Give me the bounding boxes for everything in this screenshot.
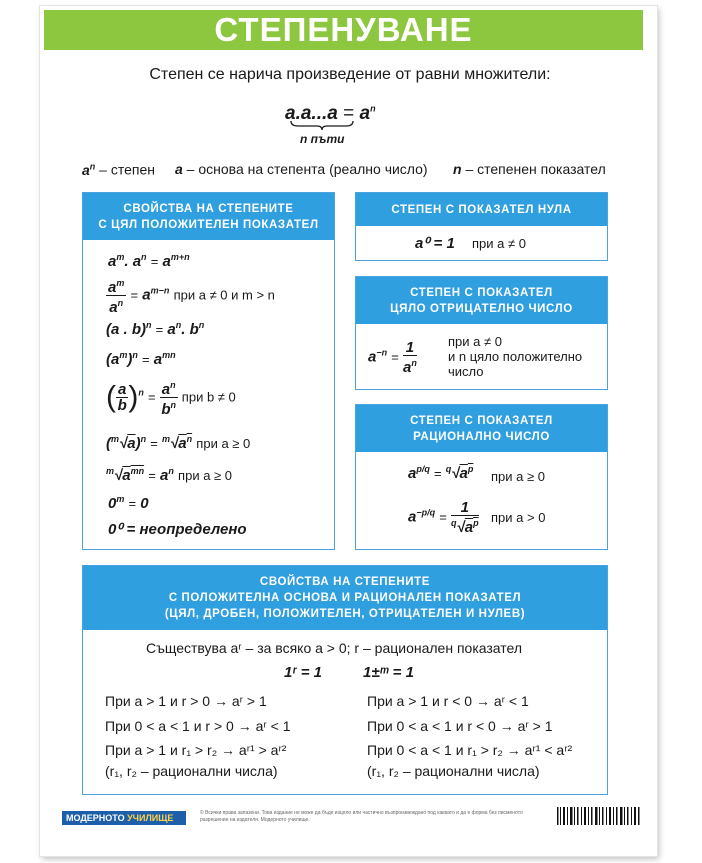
rule-zero-zero: 0⁰ = неопределено bbox=[108, 521, 247, 538]
box-negative-header bbox=[356, 277, 607, 324]
rules-right-column bbox=[367, 689, 572, 779]
box-bottom-header-line3: (ЦЯЛ, ДРОБЕН, ПОЛОЖИТЕЛЕН, ОТРИЦАТЕЛЕН И НУЛЕВ) bbox=[164, 608, 526, 620]
box-bottom-header-line2: С ПОЛОЖИТЕЛНА ОСНОВА И РАЦИОНАЛЕН ПОКАЗАТЕЛ bbox=[168, 592, 522, 604]
rational-rule-condition-1: при a ≥ 0 bbox=[491, 469, 545, 484]
copyright-text: © Всички права запазени. Това издание не може да бъде изцяло или частично възпроизвеждано под каквато и да е форма без писменото разрешение на издателя. Модерното училище. bbox=[200, 810, 523, 823]
zero-rule-formula: a⁰ = 1 bbox=[415, 235, 455, 252]
underbrace-icon bbox=[290, 120, 354, 130]
box-negative-header-line2: ЦЯЛО ОТРИЦАТЕЛНО ЧИСЛО bbox=[390, 302, 573, 315]
rule-fraction-power: ( $\frac{a}{b}$ )$^n$ = $\frac{a^n}{b^n}$ при b ≠ 0 bbox=[106, 380, 236, 418]
rational-rule-formula: $a^{p/q} = ^q√a^p$ bbox=[408, 464, 474, 482]
rule-quotient: $\frac{a^m}{a^n}$ = $a^{m-n}$ при a ≠ 0 и m > n bbox=[108, 278, 275, 316]
rule-left-item: При a > 1 и r > 0 → aʳ > 1 bbox=[105, 693, 267, 709]
box-zero-header: СТЕПЕН С ПОКАЗАТЕЛ НУЛА bbox=[356, 193, 607, 226]
definition-under-label: n пъти bbox=[300, 132, 345, 146]
box-positive-header-line1: СВОЙСТВА НА СТЕПЕНИТЕ bbox=[123, 202, 294, 215]
rule-left-item: При 0 < a < 1 и r > 0 → aʳ < 1 bbox=[105, 717, 291, 734]
definition-formula: $a.a...a = a^n$ bbox=[285, 103, 376, 124]
legend-base: a – основа на степента (реално число) bbox=[175, 161, 428, 177]
rule-right-note: (r₁, r₂ – рационални числа) bbox=[367, 762, 540, 779]
rule-left-item: При a > 1 и r₁ > r₂ → aʳ¹ > aʳ² bbox=[105, 742, 287, 758]
negative-rule-condition: при a ≠ 0 и n цяло положително число bbox=[448, 334, 583, 379]
ones-rule-right: 1±ᵐ = 1 bbox=[363, 664, 414, 681]
rule-power-of-power: $(a^m)^n = a^{mn}$ bbox=[106, 350, 176, 368]
publisher-logo: МОДЕРНОТО УЧИЛИЩЕ bbox=[62, 811, 186, 825]
rule-root-simplify: $^m√a^{mn} = a^n$ при a ≥ 0 bbox=[106, 466, 233, 484]
intro-text: Степен се нарича произведение от равни множители: bbox=[149, 66, 551, 83]
ones-rule-left: 1ʳ = 1 bbox=[284, 664, 322, 681]
rules-left-column bbox=[105, 689, 291, 779]
box-positive-header-line2: С ЦЯЛ ПОЛОЖИТЕЛЕН ПОКАЗАТЕЛ bbox=[98, 218, 319, 231]
box-bottom-header bbox=[83, 566, 607, 630]
rule-zero-power-m: 0$^m$ = 0 bbox=[108, 494, 149, 512]
rule-product-power: (a . $b)^n = a^n$. $b^n$ bbox=[106, 320, 205, 338]
box-rational-header bbox=[356, 405, 607, 452]
legend-degree: $a^n$ – степен bbox=[82, 161, 156, 178]
box-rational-header-line1: СТЕПЕН С ПОКАЗАТЕЛ bbox=[410, 414, 553, 427]
rule-right-item: При 0 < a < 1 и r < 0 → aʳ > 1 bbox=[367, 717, 553, 734]
box-positive-header bbox=[83, 193, 334, 240]
box-rational-header-line2: РАЦИОНАЛНО ЧИСЛО bbox=[413, 430, 550, 443]
exists-statement: Съществува aʳ – за всяко a > 0; r – рационален показател bbox=[146, 640, 523, 656]
negative-rule-formula: $a^{-n}$ = $\frac{1}{a^n}$ bbox=[368, 339, 417, 376]
barcode-icon bbox=[555, 805, 643, 831]
rule-left-note: (r₁, r₂ – рационални числа) bbox=[105, 762, 278, 779]
rule-product: $a^m$. $a^n = a^{m+n}$ bbox=[108, 252, 190, 270]
box-rational-exponent bbox=[355, 404, 608, 550]
box-negative-header-line1: СТЕПЕН С ПОКАЗАТЕЛ bbox=[410, 286, 553, 299]
rule-root-power: $(^m√a)^n = ^m√a^n$ при a ≥ 0 bbox=[106, 434, 251, 452]
zero-rule-condition: при a ≠ 0 bbox=[472, 236, 526, 251]
box-bottom-header-line1: СВОЙСТВА НА СТЕПЕНИТЕ bbox=[259, 576, 431, 588]
rational-negative-formula: $a^{-p/q}$ = $\frac{1}{^q√a^p}$ bbox=[408, 499, 479, 536]
rule-right-item: При a > 1 и r < 0 → aʳ < 1 bbox=[367, 693, 529, 709]
rational-rule-condition-2: при a > 0 bbox=[491, 510, 546, 525]
page-title: СТЕПЕНУВАНЕ bbox=[44, 10, 643, 50]
legend-exponent: n – степенен показател bbox=[453, 161, 606, 177]
rule-right-item: При 0 < a < 1 и r₁ > r₂ → aʳ¹ < aʳ² bbox=[367, 742, 573, 758]
